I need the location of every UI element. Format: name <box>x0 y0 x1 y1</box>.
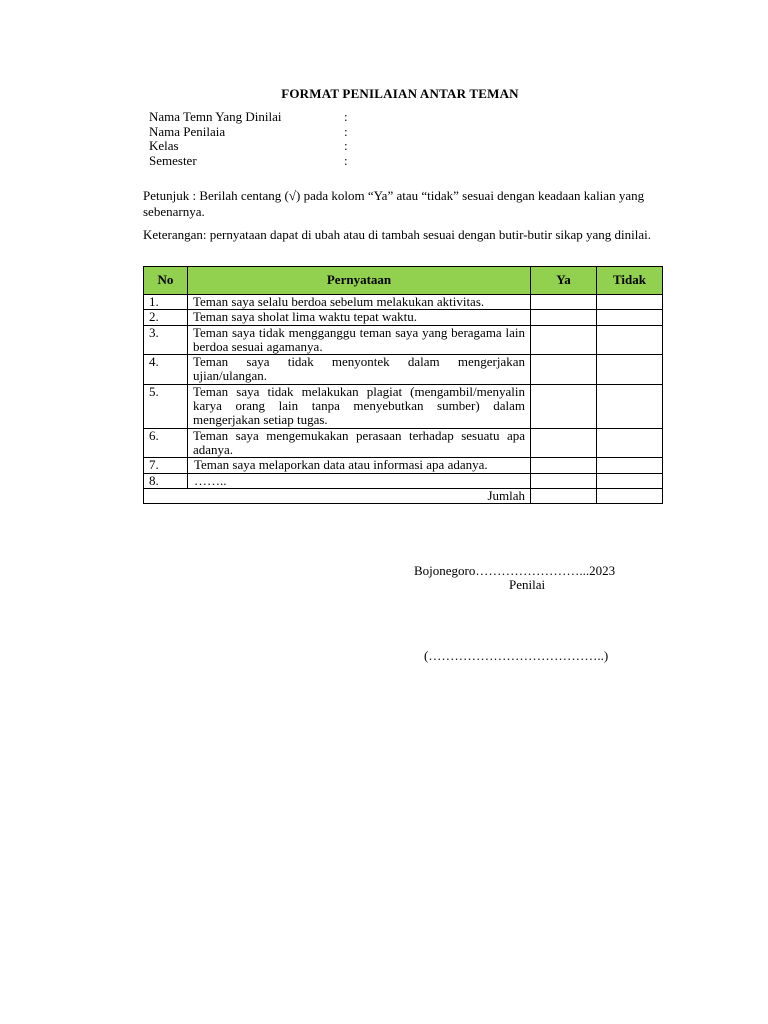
identity-block <box>149 110 354 168</box>
yes-cell[interactable] <box>531 458 597 473</box>
no-cell[interactable] <box>597 325 663 355</box>
identity-label: Nama Penilaia <box>149 123 226 139</box>
total-label: Jumlah <box>144 488 531 503</box>
header-no-col: Tidak <box>597 267 663 295</box>
row-statement: Teman saya tidak melakukan plagiat (mengambil/menyalin karya orang lain tanpa menyebutkan sumber) dalam mengerjakan setiap tugas. <box>188 384 531 428</box>
identity-row-assessor <box>149 125 354 140</box>
note-paragraph: Keterangan: pernyataan dapat di ubah atau di tambah sesuai dengan butir-butir sikap yang dinilai. <box>143 227 652 242</box>
identity-colon: : <box>344 152 348 168</box>
document-title: FORMAT PENILAIAN ANTAR TEMAN <box>281 86 519 101</box>
header-no: No <box>144 267 188 295</box>
no-cell[interactable] <box>597 458 663 473</box>
instruction-paragraph: Petunjuk : Berilah centang (√) pada kolom “Ya” atau “tidak” sesuai dengan keadaan kalian yang sebenarnya. <box>143 188 645 219</box>
yes-total-cell[interactable] <box>531 488 597 503</box>
row-statement: Teman saya selalu berdoa sebelum melakukan aktivitas. <box>188 295 531 310</box>
identity-label: Kelas <box>149 138 179 153</box>
table-row <box>144 428 663 458</box>
table-row <box>144 325 663 355</box>
signature-place-date: Bojonegoro……………………...2023 <box>414 563 616 578</box>
identity-label: Semester <box>149 152 197 168</box>
assessment-table <box>143 266 663 504</box>
identity-colon: : <box>344 138 348 153</box>
row-statement: Teman saya tidak mengganggu teman saya yang beragama lain berdoa sesuai agamanya. <box>188 325 531 355</box>
identity-colon: : <box>344 109 348 124</box>
row-number: 6. <box>144 428 188 458</box>
yes-cell[interactable] <box>531 325 597 355</box>
identity-row-rated-name <box>149 110 354 125</box>
table-row <box>144 295 663 310</box>
yes-cell[interactable] <box>531 384 597 428</box>
row-statement: Teman saya tidak menyontek dalam mengerjakan ujian/ulangan. <box>188 355 531 385</box>
row-statement: Teman saya sholat lima waktu tepat waktu. <box>188 310 531 325</box>
row-number: 5. <box>144 384 188 428</box>
identity-colon: : <box>344 123 348 139</box>
row-number: 2. <box>144 310 188 325</box>
no-cell[interactable] <box>597 384 663 428</box>
no-cell[interactable] <box>597 355 663 385</box>
identity-label: Nama Temn Yang Dinilai <box>149 109 282 124</box>
no-cell[interactable] <box>597 473 663 488</box>
table-row <box>144 384 663 428</box>
yes-cell[interactable] <box>531 355 597 385</box>
row-number: 4. <box>144 355 188 385</box>
row-number: 8. <box>144 473 188 488</box>
no-cell[interactable] <box>597 428 663 458</box>
row-statement: Teman saya melaporkan data atau informasi apa adanya. <box>188 458 531 473</box>
table-row <box>144 310 663 325</box>
identity-row-semester <box>149 154 354 169</box>
row-statement: …….. <box>188 473 531 488</box>
no-total-cell[interactable] <box>597 488 663 503</box>
header-yes: Ya <box>531 267 597 295</box>
row-number: 1. <box>144 295 188 310</box>
table-row <box>144 355 663 385</box>
yes-cell[interactable] <box>531 295 597 310</box>
table-header-row <box>144 267 663 295</box>
identity-row-class <box>149 139 354 154</box>
table-row <box>144 458 663 473</box>
no-cell[interactable] <box>597 310 663 325</box>
row-statement: Teman saya mengemukakan perasaan terhadap sesuatu apa adanya. <box>188 428 531 458</box>
yes-cell[interactable] <box>531 428 597 458</box>
header-statement: Pernyataan <box>188 267 531 295</box>
yes-cell[interactable] <box>531 310 597 325</box>
signature-role: Penilai <box>509 577 546 592</box>
no-cell[interactable] <box>597 295 663 310</box>
row-number: 3. <box>144 325 188 355</box>
table-row <box>144 473 663 488</box>
signature-name-line: (…………………………………..) <box>424 648 609 663</box>
yes-cell[interactable] <box>531 473 597 488</box>
total-row <box>144 488 663 503</box>
row-number: 7. <box>144 458 188 473</box>
